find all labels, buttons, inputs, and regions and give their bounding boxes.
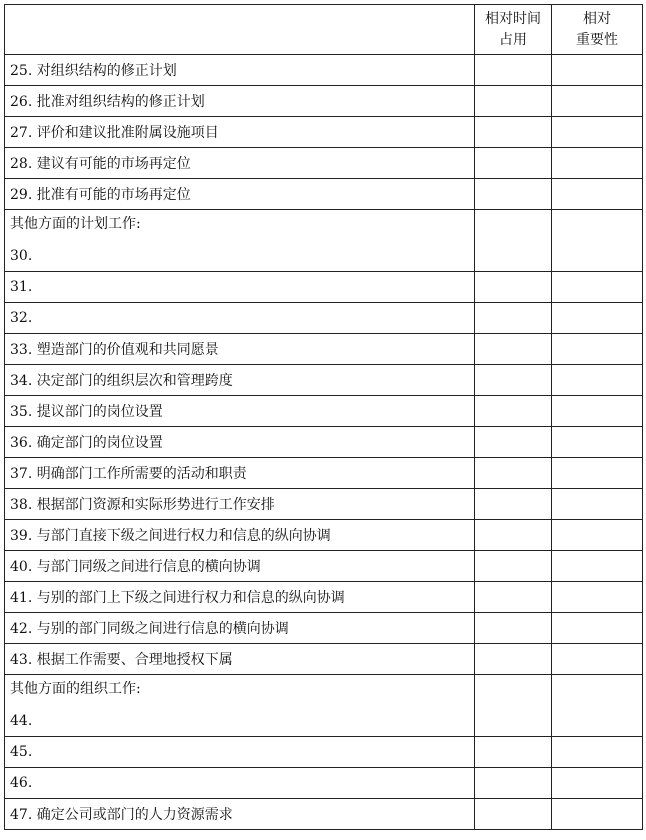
table-row (5, 644, 643, 675)
time-cell[interactable] (475, 427, 552, 458)
table-row (5, 272, 643, 303)
importance-cell[interactable] (552, 117, 643, 148)
task-label: 29. 批准有可能的市场再定位 (5, 179, 475, 210)
time-cell[interactable] (475, 86, 552, 117)
task-label: 47. 确定公司或部门的人力资源需求 (5, 799, 475, 830)
importance-cell[interactable] (552, 613, 643, 644)
relative-importance-header (552, 5, 643, 55)
relative-importance-label-2: 重要性 (576, 31, 618, 48)
planning-other-section (5, 210, 643, 272)
table-row (5, 86, 643, 117)
task-label: 33. 塑造部门的价值观和共同愿景 (5, 334, 475, 365)
task-label: 44. (10, 713, 33, 729)
importance-cell[interactable] (552, 675, 643, 737)
time-cell[interactable] (475, 303, 552, 334)
table-row (5, 768, 643, 799)
time-cell[interactable] (475, 644, 552, 675)
importance-cell[interactable] (552, 582, 643, 613)
organizing-other-section (5, 675, 643, 737)
table-row (5, 365, 643, 396)
table-row (5, 148, 643, 179)
time-cell[interactable] (475, 179, 552, 210)
task-label: 30. (10, 248, 33, 264)
time-cell[interactable] (475, 365, 552, 396)
organizing-other-title: 其他方面的组织工作: (10, 681, 141, 697)
importance-cell[interactable] (552, 272, 643, 303)
time-cell[interactable] (475, 458, 552, 489)
task-label: 31. (5, 272, 475, 303)
task-label: 27. 评价和建议批准附属设施项目 (5, 117, 475, 148)
importance-cell[interactable] (552, 489, 643, 520)
task-label: 45. (5, 737, 475, 768)
importance-cell[interactable] (552, 768, 643, 799)
relative-time-label-2: 占用 (499, 31, 527, 48)
importance-cell[interactable] (552, 396, 643, 427)
time-cell[interactable] (475, 210, 552, 272)
task-label: 26. 批准对组织结构的修正计划 (5, 86, 475, 117)
task-label: 39. 与部门直接下级之间进行权力和信息的纵向协调 (5, 520, 475, 551)
relative-importance-label-1: 相对 (583, 10, 611, 27)
importance-cell[interactable] (552, 458, 643, 489)
time-cell[interactable] (475, 551, 552, 582)
task-label: 32. (5, 303, 475, 334)
importance-cell[interactable] (552, 737, 643, 768)
importance-cell[interactable] (552, 799, 643, 830)
task-table (4, 4, 643, 830)
importance-cell[interactable] (552, 55, 643, 86)
planning-other-title: 其他方面的计划工作: (10, 216, 141, 232)
importance-cell[interactable] (552, 210, 643, 272)
task-column-header (5, 5, 475, 55)
task-label: 28. 建议有可能的市场再定位 (5, 148, 475, 179)
time-cell[interactable] (475, 737, 552, 768)
table-row (5, 55, 643, 86)
table-row (5, 799, 643, 830)
task-label: 25. 对组织结构的修正计划 (5, 55, 475, 86)
time-cell[interactable] (475, 799, 552, 830)
table-row (5, 334, 643, 365)
table-row (5, 427, 643, 458)
table-row (5, 520, 643, 551)
table-row (5, 613, 643, 644)
importance-cell[interactable] (552, 334, 643, 365)
task-label: 35. 提议部门的岗位设置 (5, 396, 475, 427)
time-cell[interactable] (475, 396, 552, 427)
time-cell[interactable] (475, 334, 552, 365)
task-label: 34. 决定部门的组织层次和管理跨度 (5, 365, 475, 396)
planning-other-cell (5, 210, 475, 272)
table-row (5, 396, 643, 427)
time-cell[interactable] (475, 55, 552, 86)
time-cell[interactable] (475, 148, 552, 179)
time-cell[interactable] (475, 675, 552, 737)
table-row (5, 458, 643, 489)
importance-cell[interactable] (552, 365, 643, 396)
task-label: 38. 根据部门资源和实际形势进行工作安排 (5, 489, 475, 520)
table-row (5, 117, 643, 148)
organizing-other-cell (5, 675, 475, 737)
time-cell[interactable] (475, 117, 552, 148)
importance-cell[interactable] (552, 148, 643, 179)
header-row (5, 5, 643, 55)
table-row (5, 179, 643, 210)
time-cell[interactable] (475, 582, 552, 613)
task-label: 41. 与别的部门上下级之间进行权力和信息的纵向协调 (5, 582, 475, 613)
task-label: 40. 与部门同级之间进行信息的横向协调 (5, 551, 475, 582)
importance-cell[interactable] (552, 520, 643, 551)
table-row (5, 489, 643, 520)
relative-time-header (475, 5, 552, 55)
importance-cell[interactable] (552, 427, 643, 458)
task-label: 36. 确定部门的岗位设置 (5, 427, 475, 458)
table-row (5, 551, 643, 582)
relative-time-label-1: 相对时间 (485, 10, 541, 27)
table-row (5, 303, 643, 334)
importance-cell[interactable] (552, 644, 643, 675)
time-cell[interactable] (475, 489, 552, 520)
task-label: 46. (5, 768, 475, 799)
time-cell[interactable] (475, 768, 552, 799)
importance-cell[interactable] (552, 86, 643, 117)
task-label: 42. 与别的部门同级之间进行信息的横向协调 (5, 613, 475, 644)
time-cell[interactable] (475, 613, 552, 644)
work-analysis-form (4, 4, 642, 830)
table-row (5, 737, 643, 768)
task-label: 37. 明确部门工作所需要的活动和职责 (5, 458, 475, 489)
time-cell[interactable] (475, 520, 552, 551)
time-cell[interactable] (475, 272, 552, 303)
importance-cell[interactable] (552, 551, 643, 582)
importance-cell[interactable] (552, 179, 643, 210)
task-label: 43. 根据工作需要、合理地授权下属 (5, 644, 475, 675)
table-row (5, 582, 643, 613)
importance-cell[interactable] (552, 303, 643, 334)
